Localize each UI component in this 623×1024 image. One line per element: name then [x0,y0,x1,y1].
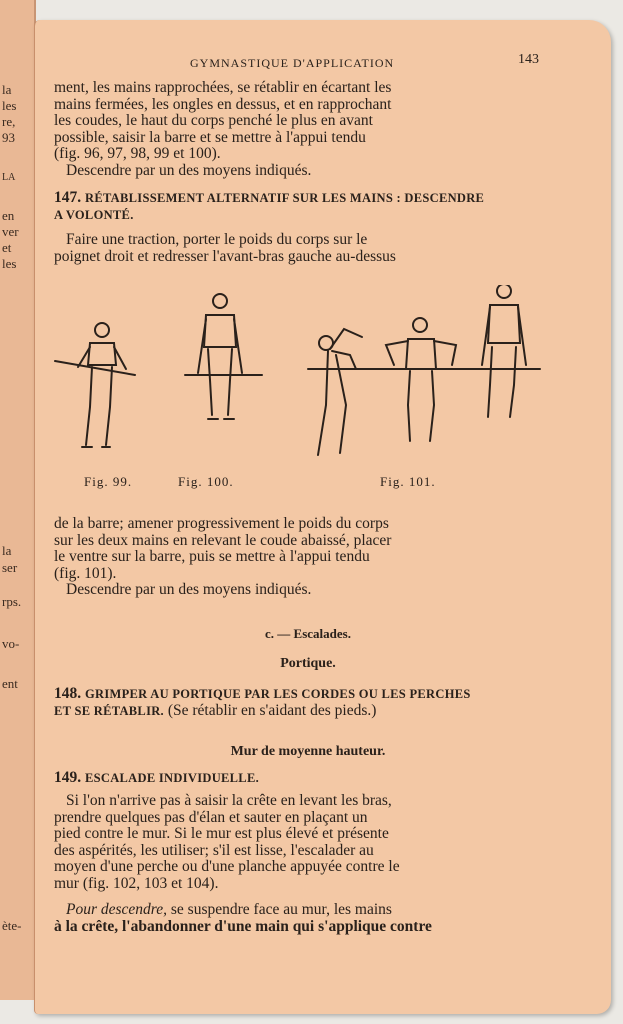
subsection-title-mur: Mur de moyenne hauteur. [230,744,386,759]
text-line: mur (fig. 102, 103 et 104). [54,874,219,892]
text-line: à la crête, l'abandonner d'une main qui s'applique contre [54,917,432,935]
figure-101-caption: Fig. 101. [380,474,436,489]
text-line: (fig. 101). [54,564,117,582]
margin-fragment: 93 [2,130,15,145]
section-number: 147. [54,189,82,206]
running-title: GYMNASTIQUE D'APPLICATION [190,56,395,70]
margin-fragment: ser [2,560,18,575]
italic-phrase: Pour descendre, [66,901,168,918]
section-147-heading [54,190,542,223]
figure-101-drawing [308,285,540,455]
section-149-text [54,793,542,892]
text-line: sur les deux mains en relevant le coude abaissé, placer [54,531,392,549]
margin-fragment: ent [2,676,18,691]
text-line: Si l'on n'arrive pas à saisir la crête en levant les bras, [66,792,392,809]
text-line: mains fermées, les ongles en dessus, et en rapprochant [54,95,392,113]
text-line: poignet droit et redresser l'avant-bras gauche au-dessus [54,247,396,265]
margin-fragment: la [2,543,12,558]
section-149-heading [54,770,542,787]
subsection-heading: c. — Escalades. [265,626,351,641]
gymnastics-figures-illustration [50,285,550,470]
section-number: 148. [54,685,82,702]
text-line: pied contre le mur. Si le mur est plus élevé et présente [54,825,389,842]
figure-99-drawing [55,323,135,447]
text-line: (fig. 96, 97, 98, 99 et 100). [54,145,221,162]
figure-99-caption: Fig. 99. [84,474,133,489]
text-line: Faire une traction, porter le poids du corps sur le [66,231,368,248]
text-line: des aspérités, les utiliser; s'il est lisse, l'escalader au [54,841,374,859]
margin-fragment: ète- [2,918,22,933]
paragraph-continuation-2 [54,516,542,599]
margin-fragment: les [2,256,17,271]
previous-page-edge [0,0,36,1000]
section-title: RÉTABLISSEMENT ALTERNATIF SUR LES MAINS : DESCENDRE [85,191,485,205]
section-number: 149. [54,769,82,786]
section-149-final [54,902,542,935]
margin-fragment: vo- [2,636,20,651]
section-title-cont: ET SE RÉTABLIR. [54,703,164,718]
text-line: les coudes, le haut du corps penché le plus en avant [54,112,373,129]
paragraph-continuation [54,80,542,179]
text-line: le ventre sur la barre, puis se mettre à l'appui tendu [54,548,370,565]
section-note: (Se rétablir en s'aidant des pieds.) [167,701,377,719]
text-line: de la barre; amener progressivement le poids du corps [54,515,389,532]
figure-100-caption: Fig. 100. [178,474,234,489]
margin-fragment: LA [2,172,16,183]
text-line: possible, saisir la barre et se mettre à l'appui tendu [54,128,366,146]
text-line: se suspendre face au mur, les mains [170,901,392,918]
section-title-cont: A VOLONTÉ. [54,207,134,222]
margin-fragment: en [2,208,15,223]
margin-fragment: les [2,98,17,113]
margin-fragment: et [2,240,12,255]
subsection-title-portique: Portique. [280,656,336,671]
text-line: moyen d'une perche ou d'une planche appuyée contre le [54,858,400,875]
margin-fragment: rps. [2,594,22,609]
section-148 [54,686,542,719]
section-147-text [54,232,542,265]
margin-fragment: re, [2,114,16,129]
text-line: ment, les mains rapprochées, se rétablir en écartant les [54,79,392,96]
descend-instruction: Descendre par un des moyens indiqués. [66,161,312,179]
descend-instruction: Descendre par un des moyens indiqués. [66,581,312,598]
section-title: ESCALADE INDIVIDUELLE. [85,771,260,785]
page-number: 143 [518,52,539,67]
margin-fragment: ver [2,224,19,239]
section-title: GRIMPER AU PORTIQUE PAR LES CORDES OU LES PERCHES [85,687,471,701]
margin-fragment: la [2,82,12,97]
text-line: prendre quelques pas d'élan et sauter en plaçant un [54,808,368,826]
figure-100-drawing [185,294,262,419]
